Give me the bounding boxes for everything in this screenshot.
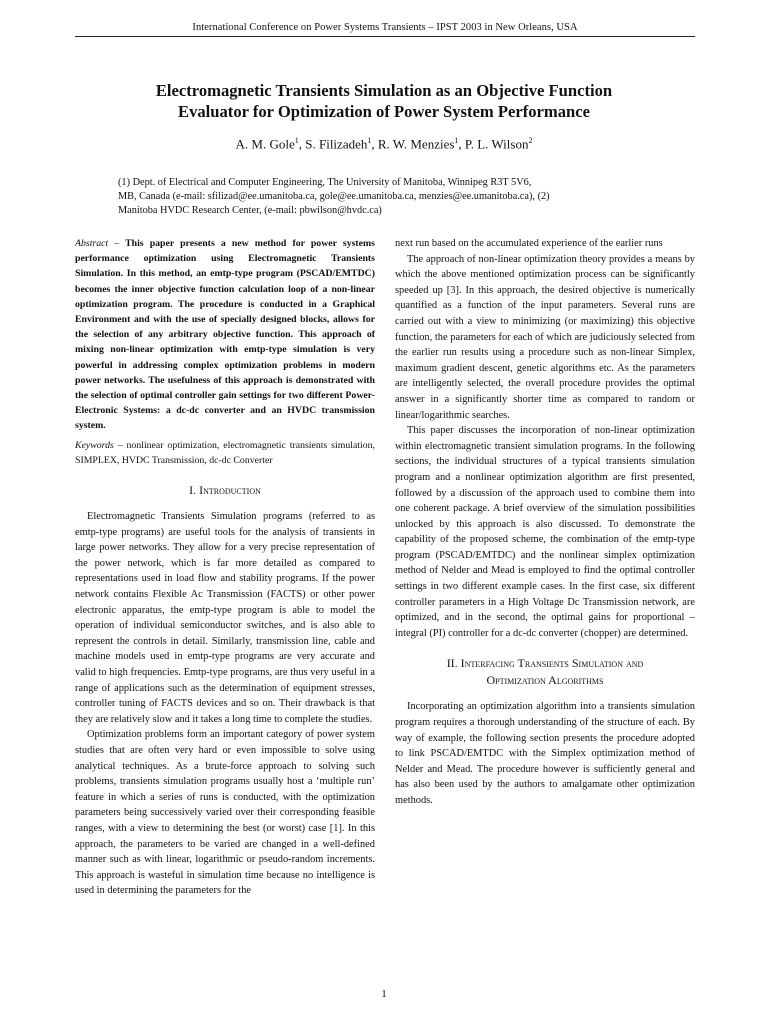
abstract-lead: Abstract – [75, 238, 120, 249]
author-separator: , [298, 136, 306, 152]
page-number: 1 [381, 988, 387, 1000]
author-name: S. Filizadeh [305, 136, 368, 152]
affiliations [118, 176, 648, 218]
author-affil-mark: 1 [294, 136, 299, 145]
author-separator: , [458, 136, 465, 152]
right-column [395, 236, 695, 809]
paper-title [60, 80, 708, 122]
running-head: International Conference on Power Systems Transients – IPST 2003 in New Orleans, USA [75, 22, 695, 37]
body-paragraph: This paper discusses the incorporation of non-linear optimization within electromagnetic transient simulation programs. In the following sections, the individual structures of a typical transients simulation program and a nonlinear optimization algorithm are first presented, followed by a discussion of the approach used to combine them into one coherent package. A brief overview of the simulation possibilities unlocked by this approach is also discussed. To demonstrate the capability of the proposed scheme, the combination of the emtp-type program (PSCAD/EMTDC) and the nonlinear simplex optimization method of Nelder and Mead is employed to find the optimal controller settings in two different example cases. In the first case, six different controller parameters in a High Voltage Dc Transmission network, are optimized, and in the second, the optimal gains for proportional –integral (PI) controller for a dc-dc converter (chopper) are determined. [395, 425, 695, 639]
author-affil-mark: 2 [528, 136, 533, 145]
body-paragraph: The approach of non-linear optimization theory provides a means by which the above mentioned optimization process can be significantly speeded up [3]. In this approach, the desired objective is numerically quantified as a function of the input parameters. Several runs are carried out with a view to minimizing (or maximizing) this objective function, the parameters for each of which are judiciously selected from the earlier run results using a procedure such as non-linear Simplex, maximum gradient descent, genetic algorithms etc. As the parameters are intelligently selected, the overall procedure provides the optimal answer in a significantly shorter time as compared to random or linear/logarithmic searches. [395, 253, 695, 421]
body-paragraph: Optimization problems form an important category of power system studies that are often very hard or even impossible to solve using analytical techniques. As a brute-force approach to solving such problems, transients simulation programs usually host a ‘multiple run’ feature in which a series of runs is conducted, with the optimization parameters being successively varied over their corresponding feasible ranges, with a view to determining the best (or worst) case [1]. In this approach, the parameters to be varied are changed in a well-defined manner such as with linear, logarithmic or pseudo-random increments. This approach is wasteful in simulation time because no intelligence is used in determining the parameters for the [75, 729, 375, 897]
title-line-2: Evaluator for Optimization of Power System Performance [178, 102, 590, 121]
author-list [60, 136, 708, 152]
keywords-text: nonlinear optimization, electromagnetic transients simulation, SIMPLEX, HVDC Transmission, dc-dc Converter [75, 439, 375, 466]
section-heading-introduction: I. Introduction [189, 483, 261, 498]
body-paragraph-continued: next run based on the accumulated experience of the earlier runs [395, 238, 663, 249]
affiliation-line: Manitoba HVDC Research Center, (e-mail: pbwilson@hvdc.ca) [118, 205, 382, 216]
author-affil-mark: 1 [454, 136, 459, 145]
author-name: A. M. Gole [235, 136, 295, 152]
keywords [75, 438, 375, 468]
author-name: R. W. Menzies [377, 136, 455, 152]
author-name: P. L. Wilson [464, 136, 529, 152]
body-paragraph: Electromagnetic Transients Simulation programs (referred to as emtp-type programs) are useful tools for the analysis of transients in large power networks. They allow for a very precise representation of the power network, which is far more detailed as compared to representations used in load flow and stability programs. If the power network contains Flexible Ac Transmission (FACTS) or other power electronic apparatus, the emtp-type program is able to model the operation of individual semiconductor switches, and is also able to represent the controls in detail. Similarly, transmission line, cable and machine models used in emtp-type programs are very accurate and valid to high frequencies. Emtp-type programs, are thus very useful in a range of applications such as the determination of equipment stresses, controller tuning of FACTS devices and so on. Their drawback is that they are relatively slow and it takes a long time to complete the studies. [75, 511, 375, 725]
left-column [75, 236, 375, 899]
keywords-lead: Keywords – [75, 439, 123, 451]
section-heading-line: II. Interfacing Transients Simulation and [446, 656, 644, 671]
section-heading-line: Optimization Algorithms [486, 673, 604, 688]
abstract-text: This paper presents a new method for power systems performance optimization using Electromagnetic Transients Simulation. In this method, an emtp-type program (PSCAD/EMTDC) becomes the inner objective function calculation loop of a non-linear optimization program. The procedure is conducted in a Graphical Environment and with the use of specially designed blocks, allows for the selection of any arbitrary objective function. This approach of mixing non-linear optimization with emtp-type simulation is very powerful in addressing complex optimization problems in modern power networks. The usefulness of this approach is demonstrated with the selection of optimal controller gain settings for two different Power-Electronic Systems: a dc-dc converter and an HVDC transmission system. [75, 238, 375, 432]
abstract [75, 236, 375, 434]
author-separator: , [371, 136, 378, 152]
section-heading-interfacing [395, 655, 695, 689]
title-line-1: Electromagnetic Transients Simulation as an Objective Function [155, 81, 613, 100]
affiliation-line: (1) Dept. of Electrical and Computer Engineering, The University of Manitoba, Winnipeg R3T 5V6, [118, 177, 532, 188]
author-affil-mark: 1 [367, 136, 372, 145]
affiliation-line: MB, Canada (e-mail: sfilizad@ee.umanitoba.ca, gole@ee.umanitoba.ca, menzies@ee.umanitoba.ca), (2) [118, 191, 550, 202]
body-paragraph: Incorporating an optimization algorithm into a transients simulation program requires a thorough understanding of the structure of each. By way of example, the following section presents the procedure adopted to link PSCAD/EMTDC with the Simplex optimization method of Nelder and Mead. The procedure however is sufficiently general and has also been used by the authors to amalgamate other optimization methods. [395, 701, 695, 806]
